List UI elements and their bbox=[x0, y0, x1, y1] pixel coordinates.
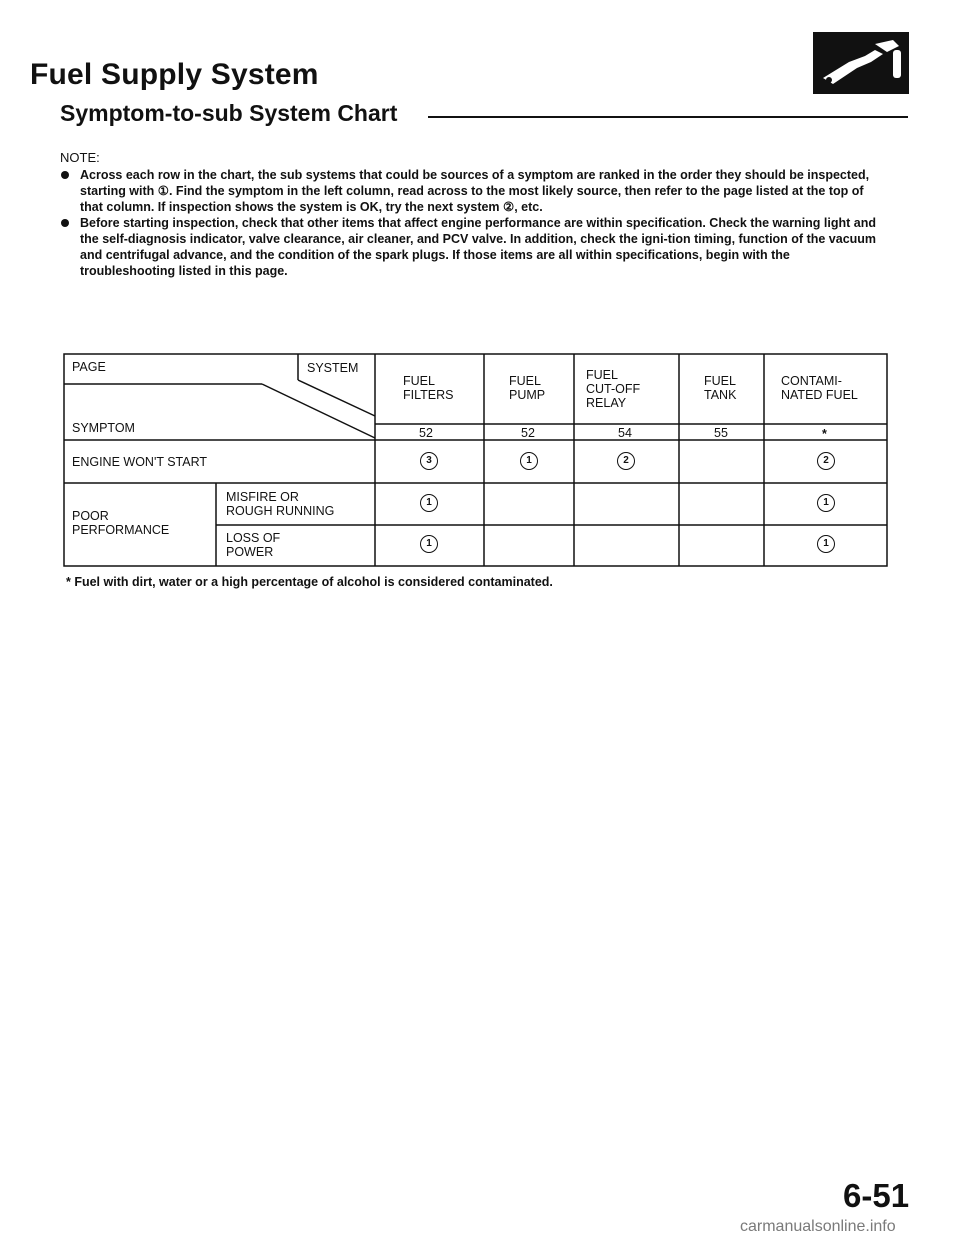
page-number: 6-51 bbox=[843, 1177, 910, 1214]
corner-symptom-label: SYMPTOM bbox=[72, 421, 135, 435]
rank-marker: 1 bbox=[420, 494, 438, 512]
row-group-poor-performance: POOR PERFORMANCE bbox=[72, 509, 170, 537]
col-page-fuel-pump: 52 bbox=[521, 426, 535, 440]
col-header-fuel-cut-off-relay: FUEL CUT-OFF RELAY bbox=[586, 368, 641, 410]
row-symptom-loss-of-power: LOSS OF POWER bbox=[226, 531, 281, 559]
row-symptom-misfire: MISFIRE OR ROUGH RUNNING bbox=[226, 490, 335, 518]
note-bullet-2: Before starting inspection, check that other items that affect engine performance are within specification. Check the warning light and the self-diagnosis indicator, valve clearance, air cleaner, and PCV valve. In addition, check the igni-tion timing, function of the vacuum and centrifugal advance, and the condition of the spark plugs. If those items are all within specifications, begin with the troubleshooting listed in this page. bbox=[60, 215, 880, 279]
col-header-contaminated-fuel: CONTAMI- NATED FUEL bbox=[781, 374, 858, 402]
rank-marker: 1 bbox=[817, 494, 835, 512]
rank-marker: 1 bbox=[520, 452, 538, 470]
corner-system-label: SYSTEM bbox=[307, 361, 359, 375]
col-page-fuel-tank: 55 bbox=[714, 426, 728, 440]
col-page-fuel-cut-off-relay: 54 bbox=[618, 426, 632, 440]
note-bullet-1: Across each row in the chart, the sub systems that could be sources of a symptom are ranked in the order they should be inspected, starting with ①. Find the symptom in the left column, read across to the most likely source, then refer to the page listed at the top of that column. If inspection shows the system is OK, try the next system ②, etc. bbox=[60, 167, 880, 215]
footnote: * Fuel with dirt, water or a high percentage of alcohol is considered contaminated. bbox=[66, 575, 553, 589]
col-page-fuel-filters: 52 bbox=[419, 426, 433, 440]
row-symptom-engine-wont-start: ENGINE WON'T START bbox=[72, 455, 208, 469]
corner-page-label: PAGE bbox=[72, 360, 106, 374]
col-header-fuel-tank: FUEL TANK bbox=[704, 374, 737, 402]
col-page-contaminated-fuel: * bbox=[822, 427, 827, 441]
page-title: Fuel Supply System bbox=[30, 58, 319, 91]
watermark: carmanualsonline.info bbox=[740, 1218, 896, 1235]
section-title: Symptom-to-sub System Chart bbox=[60, 100, 398, 126]
rank-marker: 1 bbox=[420, 535, 438, 553]
note-label: NOTE: bbox=[60, 150, 100, 165]
rank-marker: 3 bbox=[420, 452, 438, 470]
col-header-fuel-filters: FUEL FILTERS bbox=[403, 374, 454, 402]
rank-marker: 2 bbox=[617, 452, 635, 470]
rank-marker: 2 bbox=[817, 452, 835, 470]
col-header-fuel-pump: FUEL PUMP bbox=[509, 374, 546, 402]
rank-marker: 1 bbox=[817, 535, 835, 553]
